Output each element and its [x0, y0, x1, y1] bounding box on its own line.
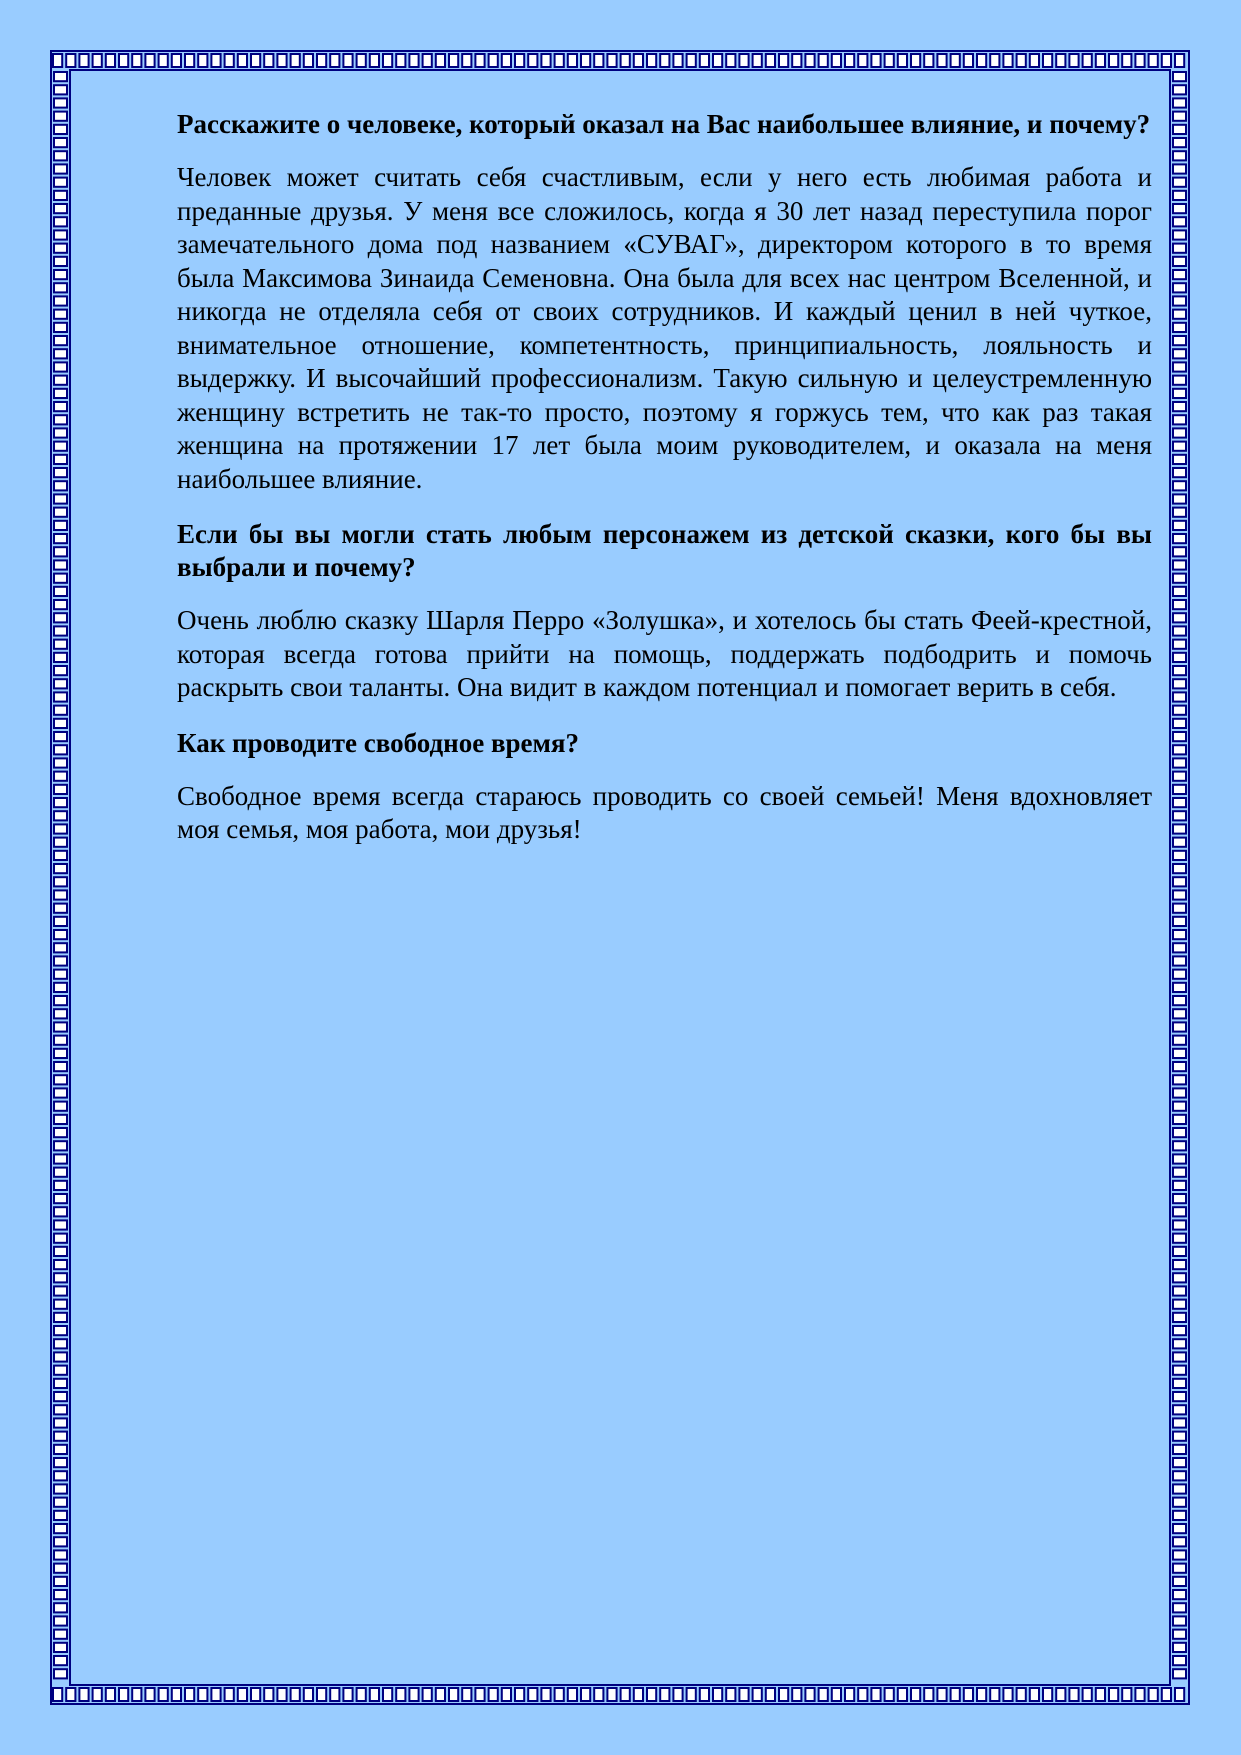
document-body: [177, 108, 1152, 869]
question-3-heading: Как проводите свободное время?: [177, 727, 580, 758]
answer-3-paragraph: Свободное время всегда стараюсь проводить со своей семьей! Меня вдохновляет моя семья, моя работа, мои друзья!: [177, 780, 1152, 844]
answer-2-paragraph: Очень люблю сказку Шарля Перро «Золушка», и хотелось бы стать Феей-крестной, которая всегда готова прийти на помощь, поддержать подбодрить и помочь раскрыть свои таланты. Она видит в каждом потенциал и помогает верить в себя.: [177, 605, 1152, 702]
question-1-heading: Расскажите о человеке, который оказал на Вас наибольшее влияние, и почему?: [177, 109, 1151, 139]
question-2-heading: Если бы вы могли стать любым персонажем из детской сказки, кого бы вы выбрали и почему?: [177, 519, 1152, 582]
answer-1-paragraph: Человек может считать себя счастливым, если у него есть любимая работа и преданные друзья. У меня все сложилось, когда я 30 лет назад переступила порог замечательного дома под названием «СУВАГ», директором которого в то время была Максимова Зинаида Семеновна. Она была для всех нас центром Вселенной, и никогда не отделяла себя от своих сотрудников. И каждый ценил в ней чуткое, внимательное отношение, компетентность, принципиальность, лояльность и выдержку. И высочайший профессионализм. Такую сильную и целеустремленную женщину встретить не так-то просто, поэтому я горжусь тем, что как раз такая женщина на протяжении 17 лет была моим руководителем, и оказала на меня наибольшее влияние.: [177, 162, 1152, 494]
